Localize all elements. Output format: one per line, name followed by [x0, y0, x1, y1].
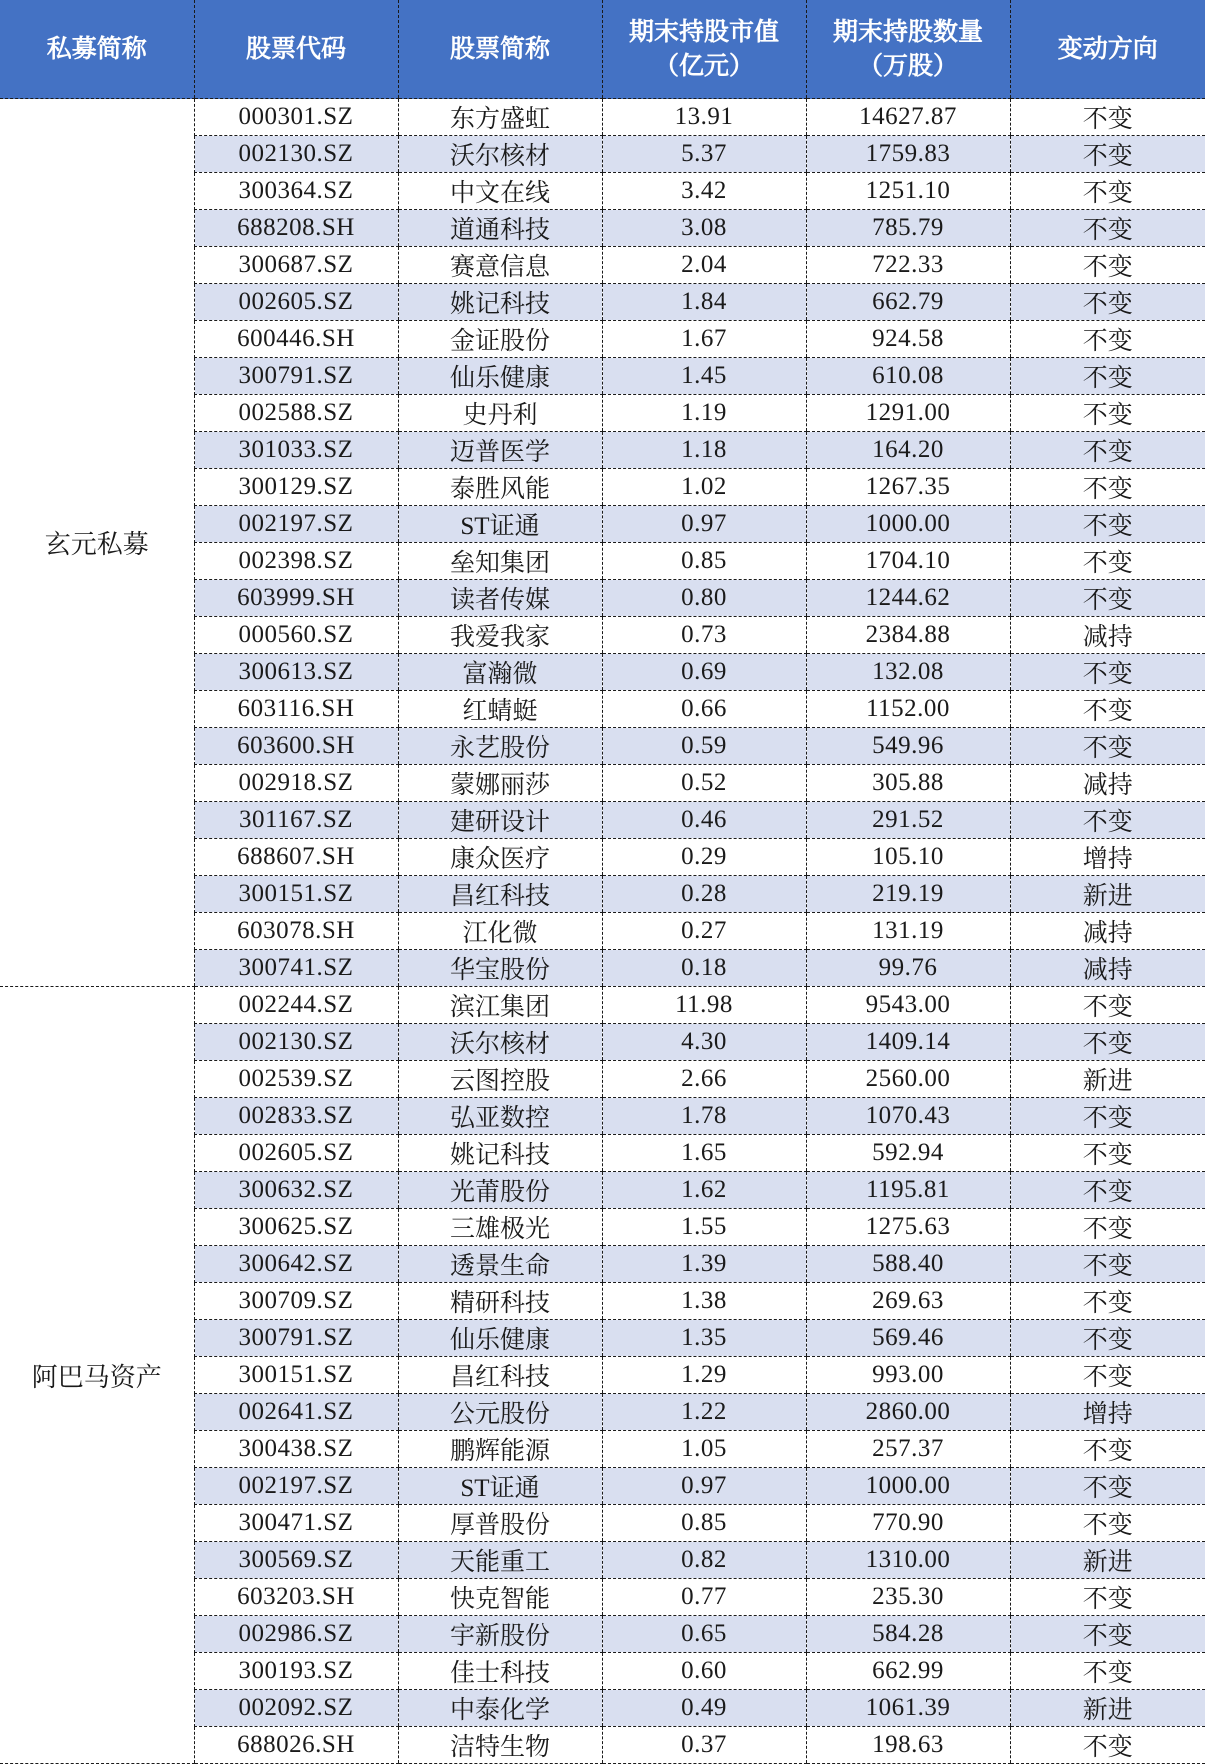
change-direction-cell: 不变: [1010, 580, 1205, 617]
change-direction-cell: 不变: [1010, 1616, 1205, 1653]
market-value-cell: 0.97: [602, 1468, 806, 1505]
stock-name-cell: 江化微: [398, 913, 602, 950]
share-count-cell: 219.19: [806, 876, 1010, 913]
market-value-cell: 0.82: [602, 1542, 806, 1579]
stock-code-cell: 002986.SZ: [194, 1616, 398, 1653]
market-value-cell: 1.05: [602, 1431, 806, 1468]
market-value-cell: 1.29: [602, 1357, 806, 1394]
share-count-cell: 662.99: [806, 1653, 1010, 1690]
stock-name-cell: 姚记科技: [398, 1135, 602, 1172]
change-direction-cell: 不变: [1010, 1653, 1205, 1690]
market-value-cell: 1.67: [602, 321, 806, 358]
header-label: 股票代码: [195, 32, 398, 66]
market-value-cell: 1.84: [602, 284, 806, 321]
stock-code-cell: 300791.SZ: [194, 1320, 398, 1357]
stock-code-cell: 300625.SZ: [194, 1209, 398, 1246]
stock-name-cell: 沃尔核材: [398, 136, 602, 173]
stock-name-cell: 姚记科技: [398, 284, 602, 321]
change-direction-cell: 不变: [1010, 469, 1205, 506]
stock-name-cell: 赛意信息: [398, 247, 602, 284]
change-direction-cell: 新进: [1010, 1690, 1205, 1727]
stock-name-cell: 洁特生物: [398, 1727, 602, 1764]
change-direction-cell: 不变: [1010, 1172, 1205, 1209]
stock-code-cell: 300569.SZ: [194, 1542, 398, 1579]
stock-code-cell: 300642.SZ: [194, 1246, 398, 1283]
change-direction-cell: 不变: [1010, 321, 1205, 358]
stock-name-cell: 我爱我家: [398, 617, 602, 654]
market-value-cell: 1.35: [602, 1320, 806, 1357]
market-value-cell: 0.66: [602, 691, 806, 728]
change-direction-cell: 不变: [1010, 1727, 1205, 1764]
change-direction-cell: 不变: [1010, 99, 1205, 136]
stock-code-cell: 300632.SZ: [194, 1172, 398, 1209]
change-direction-cell: 不变: [1010, 247, 1205, 284]
market-value-cell: 0.85: [602, 1505, 806, 1542]
change-direction-cell: 不变: [1010, 432, 1205, 469]
share-count-cell: 1000.00: [806, 506, 1010, 543]
stock-code-cell: 002833.SZ: [194, 1098, 398, 1135]
market-value-cell: 13.91: [602, 99, 806, 136]
stock-code-cell: 300471.SZ: [194, 1505, 398, 1542]
stock-name-cell: 宇新股份: [398, 1616, 602, 1653]
header-label: 私募简称: [0, 32, 194, 66]
share-count-cell: 592.94: [806, 1135, 1010, 1172]
change-direction-cell: 不变: [1010, 1431, 1205, 1468]
table-row: [0, 99, 1205, 136]
share-count-cell: 1291.00: [806, 395, 1010, 432]
market-value-cell: 0.29: [602, 839, 806, 876]
stock-name-cell: 透景生命: [398, 1246, 602, 1283]
stock-code-cell: 002092.SZ: [194, 1690, 398, 1727]
market-value-cell: 0.65: [602, 1616, 806, 1653]
stock-name-cell: 金证股份: [398, 321, 602, 358]
market-value-cell: 0.59: [602, 728, 806, 765]
share-count-cell: 610.08: [806, 358, 1010, 395]
share-count-cell: 1244.62: [806, 580, 1010, 617]
change-direction-cell: 不变: [1010, 1357, 1205, 1394]
stock-name-cell: 快克智能: [398, 1579, 602, 1616]
stock-name-cell: 精研科技: [398, 1283, 602, 1320]
share-count-cell: 2560.00: [806, 1061, 1010, 1098]
stock-code-cell: 300709.SZ: [194, 1283, 398, 1320]
market-value-cell: 1.39: [602, 1246, 806, 1283]
market-value-cell: 1.18: [602, 432, 806, 469]
market-value-cell: 3.08: [602, 210, 806, 247]
stock-name-cell: 光莆股份: [398, 1172, 602, 1209]
stock-code-cell: 002918.SZ: [194, 765, 398, 802]
stock-name-cell: 中泰化学: [398, 1690, 602, 1727]
header-row: [0, 0, 1205, 99]
stock-name-cell: 华宝股份: [398, 950, 602, 987]
stock-name-cell: 迈普医学: [398, 432, 602, 469]
header-label: 变动方向: [1011, 32, 1205, 66]
stock-name-cell: 垒知集团: [398, 543, 602, 580]
header-change-direction: [1010, 0, 1205, 99]
share-count-cell: 549.96: [806, 728, 1010, 765]
market-value-cell: 1.55: [602, 1209, 806, 1246]
share-count-cell: 1759.83: [806, 136, 1010, 173]
stock-name-cell: 永艺股份: [398, 728, 602, 765]
change-direction-cell: 不变: [1010, 987, 1205, 1024]
stock-name-cell: 红蜻蜓: [398, 691, 602, 728]
market-value-cell: 0.37: [602, 1727, 806, 1764]
change-direction-cell: 不变: [1010, 284, 1205, 321]
share-count-cell: 235.30: [806, 1579, 1010, 1616]
share-count-cell: 662.79: [806, 284, 1010, 321]
market-value-cell: 0.80: [602, 580, 806, 617]
table-header: [0, 0, 1205, 99]
market-value-cell: 1.78: [602, 1098, 806, 1135]
stock-code-cell: 301167.SZ: [194, 802, 398, 839]
stock-code-cell: 300151.SZ: [194, 1357, 398, 1394]
stock-code-cell: 300438.SZ: [194, 1431, 398, 1468]
change-direction-cell: 减持: [1010, 765, 1205, 802]
stock-name-cell: 云图控股: [398, 1061, 602, 1098]
share-count-cell: 257.37: [806, 1431, 1010, 1468]
stock-name-cell: 滨江集团: [398, 987, 602, 1024]
market-value-cell: 0.46: [602, 802, 806, 839]
change-direction-cell: 新进: [1010, 1061, 1205, 1098]
header-label: 期末持股市值: [603, 15, 806, 49]
stock-name-cell: 蒙娜丽莎: [398, 765, 602, 802]
fund-name-cell: 玄元私募: [0, 99, 194, 987]
market-value-cell: 1.02: [602, 469, 806, 506]
stock-name-cell: 沃尔核材: [398, 1024, 602, 1061]
share-count-cell: 1061.39: [806, 1690, 1010, 1727]
stock-name-cell: 泰胜风能: [398, 469, 602, 506]
stock-name-cell: 康众医疗: [398, 839, 602, 876]
change-direction-cell: 增持: [1010, 839, 1205, 876]
stock-name-cell: 昌红科技: [398, 876, 602, 913]
stock-code-cell: 002605.SZ: [194, 284, 398, 321]
share-count-cell: 2384.88: [806, 617, 1010, 654]
share-count-cell: 269.63: [806, 1283, 1010, 1320]
change-direction-cell: 不变: [1010, 1468, 1205, 1505]
market-value-cell: 0.77: [602, 1579, 806, 1616]
stock-name-cell: 富瀚微: [398, 654, 602, 691]
change-direction-cell: 不变: [1010, 1209, 1205, 1246]
stock-code-cell: 002398.SZ: [194, 543, 398, 580]
market-value-cell: 0.69: [602, 654, 806, 691]
share-count-cell: 924.58: [806, 321, 1010, 358]
market-value-cell: 0.28: [602, 876, 806, 913]
stock-code-cell: 300193.SZ: [194, 1653, 398, 1690]
share-count-cell: 770.90: [806, 1505, 1010, 1542]
market-value-cell: 0.73: [602, 617, 806, 654]
share-count-cell: 131.19: [806, 913, 1010, 950]
market-value-cell: 1.45: [602, 358, 806, 395]
share-count-cell: 722.33: [806, 247, 1010, 284]
stock-code-cell: 002641.SZ: [194, 1394, 398, 1431]
change-direction-cell: 不变: [1010, 728, 1205, 765]
share-count-cell: 1275.63: [806, 1209, 1010, 1246]
stock-code-cell: 603116.SH: [194, 691, 398, 728]
market-value-cell: 5.37: [602, 136, 806, 173]
stock-name-cell: 仙乐健康: [398, 358, 602, 395]
stock-name-cell: 中文在线: [398, 173, 602, 210]
stock-code-cell: 688607.SH: [194, 839, 398, 876]
share-count-cell: 2860.00: [806, 1394, 1010, 1431]
change-direction-cell: 不变: [1010, 1135, 1205, 1172]
stock-name-cell: 建研设计: [398, 802, 602, 839]
market-value-cell: 0.52: [602, 765, 806, 802]
stock-code-cell: 603203.SH: [194, 1579, 398, 1616]
stock-code-cell: 300613.SZ: [194, 654, 398, 691]
market-value-cell: 0.49: [602, 1690, 806, 1727]
change-direction-cell: 不变: [1010, 506, 1205, 543]
change-direction-cell: 不变: [1010, 395, 1205, 432]
share-count-cell: 993.00: [806, 1357, 1010, 1394]
market-value-cell: 1.62: [602, 1172, 806, 1209]
share-count-cell: 1195.81: [806, 1172, 1010, 1209]
stock-code-cell: 688026.SH: [194, 1727, 398, 1764]
stock-name-cell: 昌红科技: [398, 1357, 602, 1394]
stock-name-cell: 史丹利: [398, 395, 602, 432]
market-value-cell: 1.65: [602, 1135, 806, 1172]
market-value-cell: 2.66: [602, 1061, 806, 1098]
market-value-cell: 11.98: [602, 987, 806, 1024]
market-value-cell: 4.30: [602, 1024, 806, 1061]
change-direction-cell: 不变: [1010, 1320, 1205, 1357]
stock-code-cell: 002539.SZ: [194, 1061, 398, 1098]
market-value-cell: 1.38: [602, 1283, 806, 1320]
share-count-cell: 305.88: [806, 765, 1010, 802]
stock-code-cell: 603078.SH: [194, 913, 398, 950]
share-count-cell: 1070.43: [806, 1098, 1010, 1135]
stock-code-cell: 002130.SZ: [194, 1024, 398, 1061]
change-direction-cell: 不变: [1010, 802, 1205, 839]
change-direction-cell: 增持: [1010, 1394, 1205, 1431]
header-fund-name: [0, 0, 194, 99]
stock-code-cell: 600446.SH: [194, 321, 398, 358]
share-count-cell: 569.46: [806, 1320, 1010, 1357]
stock-name-cell: 东方盛虹: [398, 99, 602, 136]
share-count-cell: 132.08: [806, 654, 1010, 691]
change-direction-cell: 不变: [1010, 210, 1205, 247]
stock-code-cell: 603600.SH: [194, 728, 398, 765]
share-count-cell: 1409.14: [806, 1024, 1010, 1061]
share-count-cell: 99.76: [806, 950, 1010, 987]
market-value-cell: 0.27: [602, 913, 806, 950]
header-stock-code: [194, 0, 398, 99]
header-label: （万股）: [807, 49, 1010, 83]
share-count-cell: 1267.35: [806, 469, 1010, 506]
stock-name-cell: 佳士科技: [398, 1653, 602, 1690]
change-direction-cell: 不变: [1010, 1246, 1205, 1283]
change-direction-cell: 不变: [1010, 691, 1205, 728]
market-value-cell: 0.60: [602, 1653, 806, 1690]
stock-name-cell: 公元股份: [398, 1394, 602, 1431]
market-value-cell: 3.42: [602, 173, 806, 210]
stock-code-cell: 300791.SZ: [194, 358, 398, 395]
market-value-cell: 0.97: [602, 506, 806, 543]
market-value-cell: 0.18: [602, 950, 806, 987]
stock-name-cell: 天能重工: [398, 1542, 602, 1579]
fund-name-cell: 阿巴马资产: [0, 987, 194, 1764]
header-label: 股票简称: [399, 32, 602, 66]
stock-name-cell: 弘亚数控: [398, 1098, 602, 1135]
change-direction-cell: 减持: [1010, 913, 1205, 950]
change-direction-cell: 新进: [1010, 1542, 1205, 1579]
stock-code-cell: 002605.SZ: [194, 1135, 398, 1172]
change-direction-cell: 不变: [1010, 1024, 1205, 1061]
change-direction-cell: 不变: [1010, 543, 1205, 580]
stock-code-cell: 300129.SZ: [194, 469, 398, 506]
market-value-cell: 2.04: [602, 247, 806, 284]
market-value-cell: 0.85: [602, 543, 806, 580]
change-direction-cell: 不变: [1010, 173, 1205, 210]
change-direction-cell: 不变: [1010, 1098, 1205, 1135]
market-value-cell: 1.22: [602, 1394, 806, 1431]
share-count-cell: 105.10: [806, 839, 1010, 876]
share-count-cell: 291.52: [806, 802, 1010, 839]
stock-code-cell: 300364.SZ: [194, 173, 398, 210]
stock-name-cell: 三雄极光: [398, 1209, 602, 1246]
stock-code-cell: 002588.SZ: [194, 395, 398, 432]
share-count-cell: 198.63: [806, 1727, 1010, 1764]
share-count-cell: 1251.10: [806, 173, 1010, 210]
table-body: [0, 99, 1205, 1764]
share-count-cell: 1704.10: [806, 543, 1010, 580]
share-count-cell: 1000.00: [806, 1468, 1010, 1505]
share-count-cell: 785.79: [806, 210, 1010, 247]
share-count-cell: 1152.00: [806, 691, 1010, 728]
share-count-cell: 584.28: [806, 1616, 1010, 1653]
stock-code-cell: 002197.SZ: [194, 1468, 398, 1505]
stock-code-cell: 301033.SZ: [194, 432, 398, 469]
stock-code-cell: 002130.SZ: [194, 136, 398, 173]
header-stock-name: [398, 0, 602, 99]
share-count-cell: 1310.00: [806, 1542, 1010, 1579]
stock-name-cell: 读者传媒: [398, 580, 602, 617]
header-market-value: [602, 0, 806, 99]
market-value-cell: 1.19: [602, 395, 806, 432]
stock-code-cell: 300741.SZ: [194, 950, 398, 987]
share-count-cell: 588.40: [806, 1246, 1010, 1283]
stock-code-cell: 603999.SH: [194, 580, 398, 617]
change-direction-cell: 不变: [1010, 1505, 1205, 1542]
stock-code-cell: 688208.SH: [194, 210, 398, 247]
change-direction-cell: 减持: [1010, 617, 1205, 654]
stock-name-cell: 厚普股份: [398, 1505, 602, 1542]
stock-code-cell: 000560.SZ: [194, 617, 398, 654]
stock-code-cell: 000301.SZ: [194, 99, 398, 136]
change-direction-cell: 不变: [1010, 1283, 1205, 1320]
stock-name-cell: 仙乐健康: [398, 1320, 602, 1357]
change-direction-cell: 新进: [1010, 876, 1205, 913]
stock-name-cell: 鹏辉能源: [398, 1431, 602, 1468]
stock-code-cell: 002244.SZ: [194, 987, 398, 1024]
share-count-cell: 14627.87: [806, 99, 1010, 136]
share-count-cell: 9543.00: [806, 987, 1010, 1024]
header-label: 期末持股数量: [807, 15, 1010, 49]
change-direction-cell: 不变: [1010, 654, 1205, 691]
change-direction-cell: 不变: [1010, 358, 1205, 395]
stock-code-cell: 300151.SZ: [194, 876, 398, 913]
change-direction-cell: 不变: [1010, 136, 1205, 173]
stock-code-cell: 300687.SZ: [194, 247, 398, 284]
stock-name-cell: ST证通: [398, 1468, 602, 1505]
change-direction-cell: 减持: [1010, 950, 1205, 987]
header-share-count: [806, 0, 1010, 99]
table-row: [0, 987, 1205, 1024]
stock-name-cell: ST证通: [398, 506, 602, 543]
change-direction-cell: 不变: [1010, 1579, 1205, 1616]
stock-code-cell: 002197.SZ: [194, 506, 398, 543]
stock-name-cell: 道通科技: [398, 210, 602, 247]
share-count-cell: 164.20: [806, 432, 1010, 469]
header-label: （亿元）: [603, 49, 806, 83]
